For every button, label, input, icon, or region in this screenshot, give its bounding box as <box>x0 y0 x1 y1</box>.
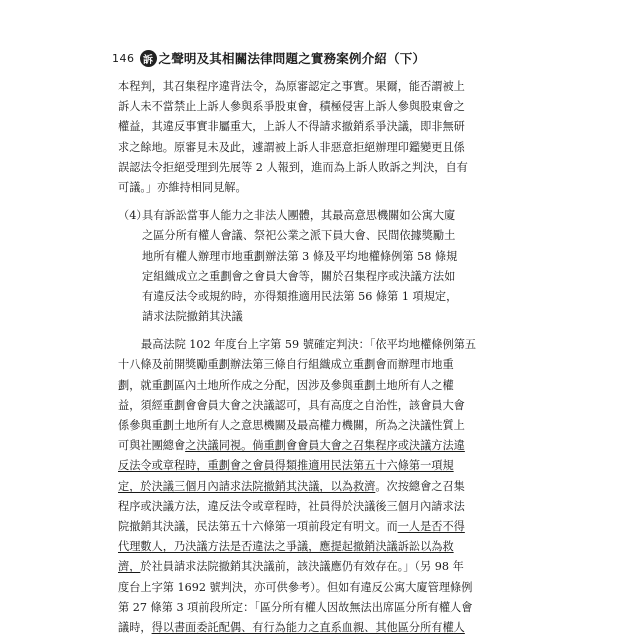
underlined-text: 反法令或章程時，重劃會之會員得類推適用民法第五十六條第一項規 <box>118 459 454 473</box>
page-number: 146 <box>112 51 135 65</box>
list-item-number: （4） <box>118 209 148 223</box>
paragraph-2 <box>118 335 482 638</box>
text-line: 最高法院 102 年度台上字第 59 號確定判決：「依平均地權條例第五 <box>141 338 477 352</box>
text-line: 程序或決議方法，違反法令或章程時，社員得於決議後三個月內請求法 <box>118 499 465 513</box>
text-line: 可與社團總會之決議同視。倘重劃會會員大會之召集程序或決議方法違 <box>118 439 465 453</box>
paragraph-1 <box>118 77 482 198</box>
underlined-text: 一人是否不得 <box>397 519 465 533</box>
chapter-logo: 訴 <box>140 50 157 67</box>
text-line: 有違反法令或規約時，亦得類推適用民法第 56 條第 1 項規定， <box>142 289 458 303</box>
text-line: 度台上字第 1692 號判決，亦可供參考）。但如有違反公寓大廈管理條例 <box>118 580 473 594</box>
text-line: 誤認法令拒絕受理到先展等 2 人報到，進而為上訴人敗訴之判決，自有 <box>118 160 468 174</box>
underlined-text: 代理數人，乃決議方法是否違法之爭議，應提起撤銷決議訴訟以為救 <box>118 540 454 554</box>
text-line: 地所有權人辦理市地重劃辦法第 3 條及平均地權條例第 58 條規 <box>142 249 458 263</box>
text-line <box>118 456 482 476</box>
list-item-body <box>142 206 482 327</box>
text-line: 權益，其違反事實非屬重大，上訴人不得請求撤銷系爭決議，即非無研 <box>118 120 465 134</box>
list-item-4 <box>118 206 482 327</box>
running-header <box>112 47 425 69</box>
text-line: 院撤銷其決議，民法第五十六條第一項前段定有明文。而一人是否不得 <box>118 519 465 533</box>
text-line: 訴人未不當禁止上訴人參與系爭股東會，積極侵害上訴人參與股東會之 <box>118 100 465 114</box>
text-line: 之區分所有權人會議、祭祀公業之派下員大會、民間依據獎勵土 <box>142 229 456 243</box>
text-line: 具有訴訟當事人能力之非法人團體，其最高意思機關如公寓大廈 <box>142 209 456 223</box>
text-line: 定組織成立之重劃會之會員大會等，關於召集程序或決議方法如 <box>142 269 456 283</box>
text-line: 請求法院撤銷其決議 <box>142 310 243 324</box>
text-line: 係參與重劃土地所有人之意思機關及最高權力機關，所為之決議性質上 <box>118 419 465 432</box>
underlined-text: 得以書面委託配偶、有行為能力之直系血親、其他區分所有權人 <box>151 620 465 634</box>
page-body <box>118 77 482 638</box>
underlined-text: 濟， <box>118 560 141 574</box>
text-line <box>118 537 482 557</box>
text-line: 可議。」亦維持相同見解。 <box>118 180 247 194</box>
text-line: 議時，得以書面委託配偶、有行為能力之直系血親、其他區分所有權人 <box>118 620 465 634</box>
text-line: 濟，於社員請求法院撤銷其決議前，該決議應仍有效存在。」（另 98 年 <box>118 560 464 574</box>
running-title: 之聲明及其相關法律問題之實務案例介紹（下） <box>158 51 426 66</box>
text-line: 劃，就重劃區內土地所作成之分配，因涉及參與重劃土地所有人之權 <box>118 378 454 392</box>
text-line: 定，於決議三個月內請求法院撤銷其決議，以為救濟。次按總會之召集 <box>118 479 465 493</box>
text-line: 本程判，其召集程序違背法令，為原審認定之事實。果爾，能否謂被上 <box>118 80 465 93</box>
underlined-text: 定，於決議三個月內請求法院撤銷其決議，以為救濟 <box>118 479 376 493</box>
text-line: 第 27 條第 3 項前段所定：「區分所有權人因故無法出席區分所有權人會 <box>118 600 473 614</box>
text-line: 益，須經重劃會會員大會之決議認可，具有高度之自治性，該會員大會 <box>118 398 465 412</box>
text-line: 十八條及前開獎勵重劃辦法第三條自行組織成立重劃會而辦理市地重 <box>118 358 454 372</box>
text-line: 求之餘地。原審見未及此，遽謂被上訴人非惡意拒絕辦理印鑑變更且係 <box>118 140 465 154</box>
underlined-text: 之決議同視。倘重劃會會員大會之召集程序或決議方法違 <box>185 439 465 453</box>
